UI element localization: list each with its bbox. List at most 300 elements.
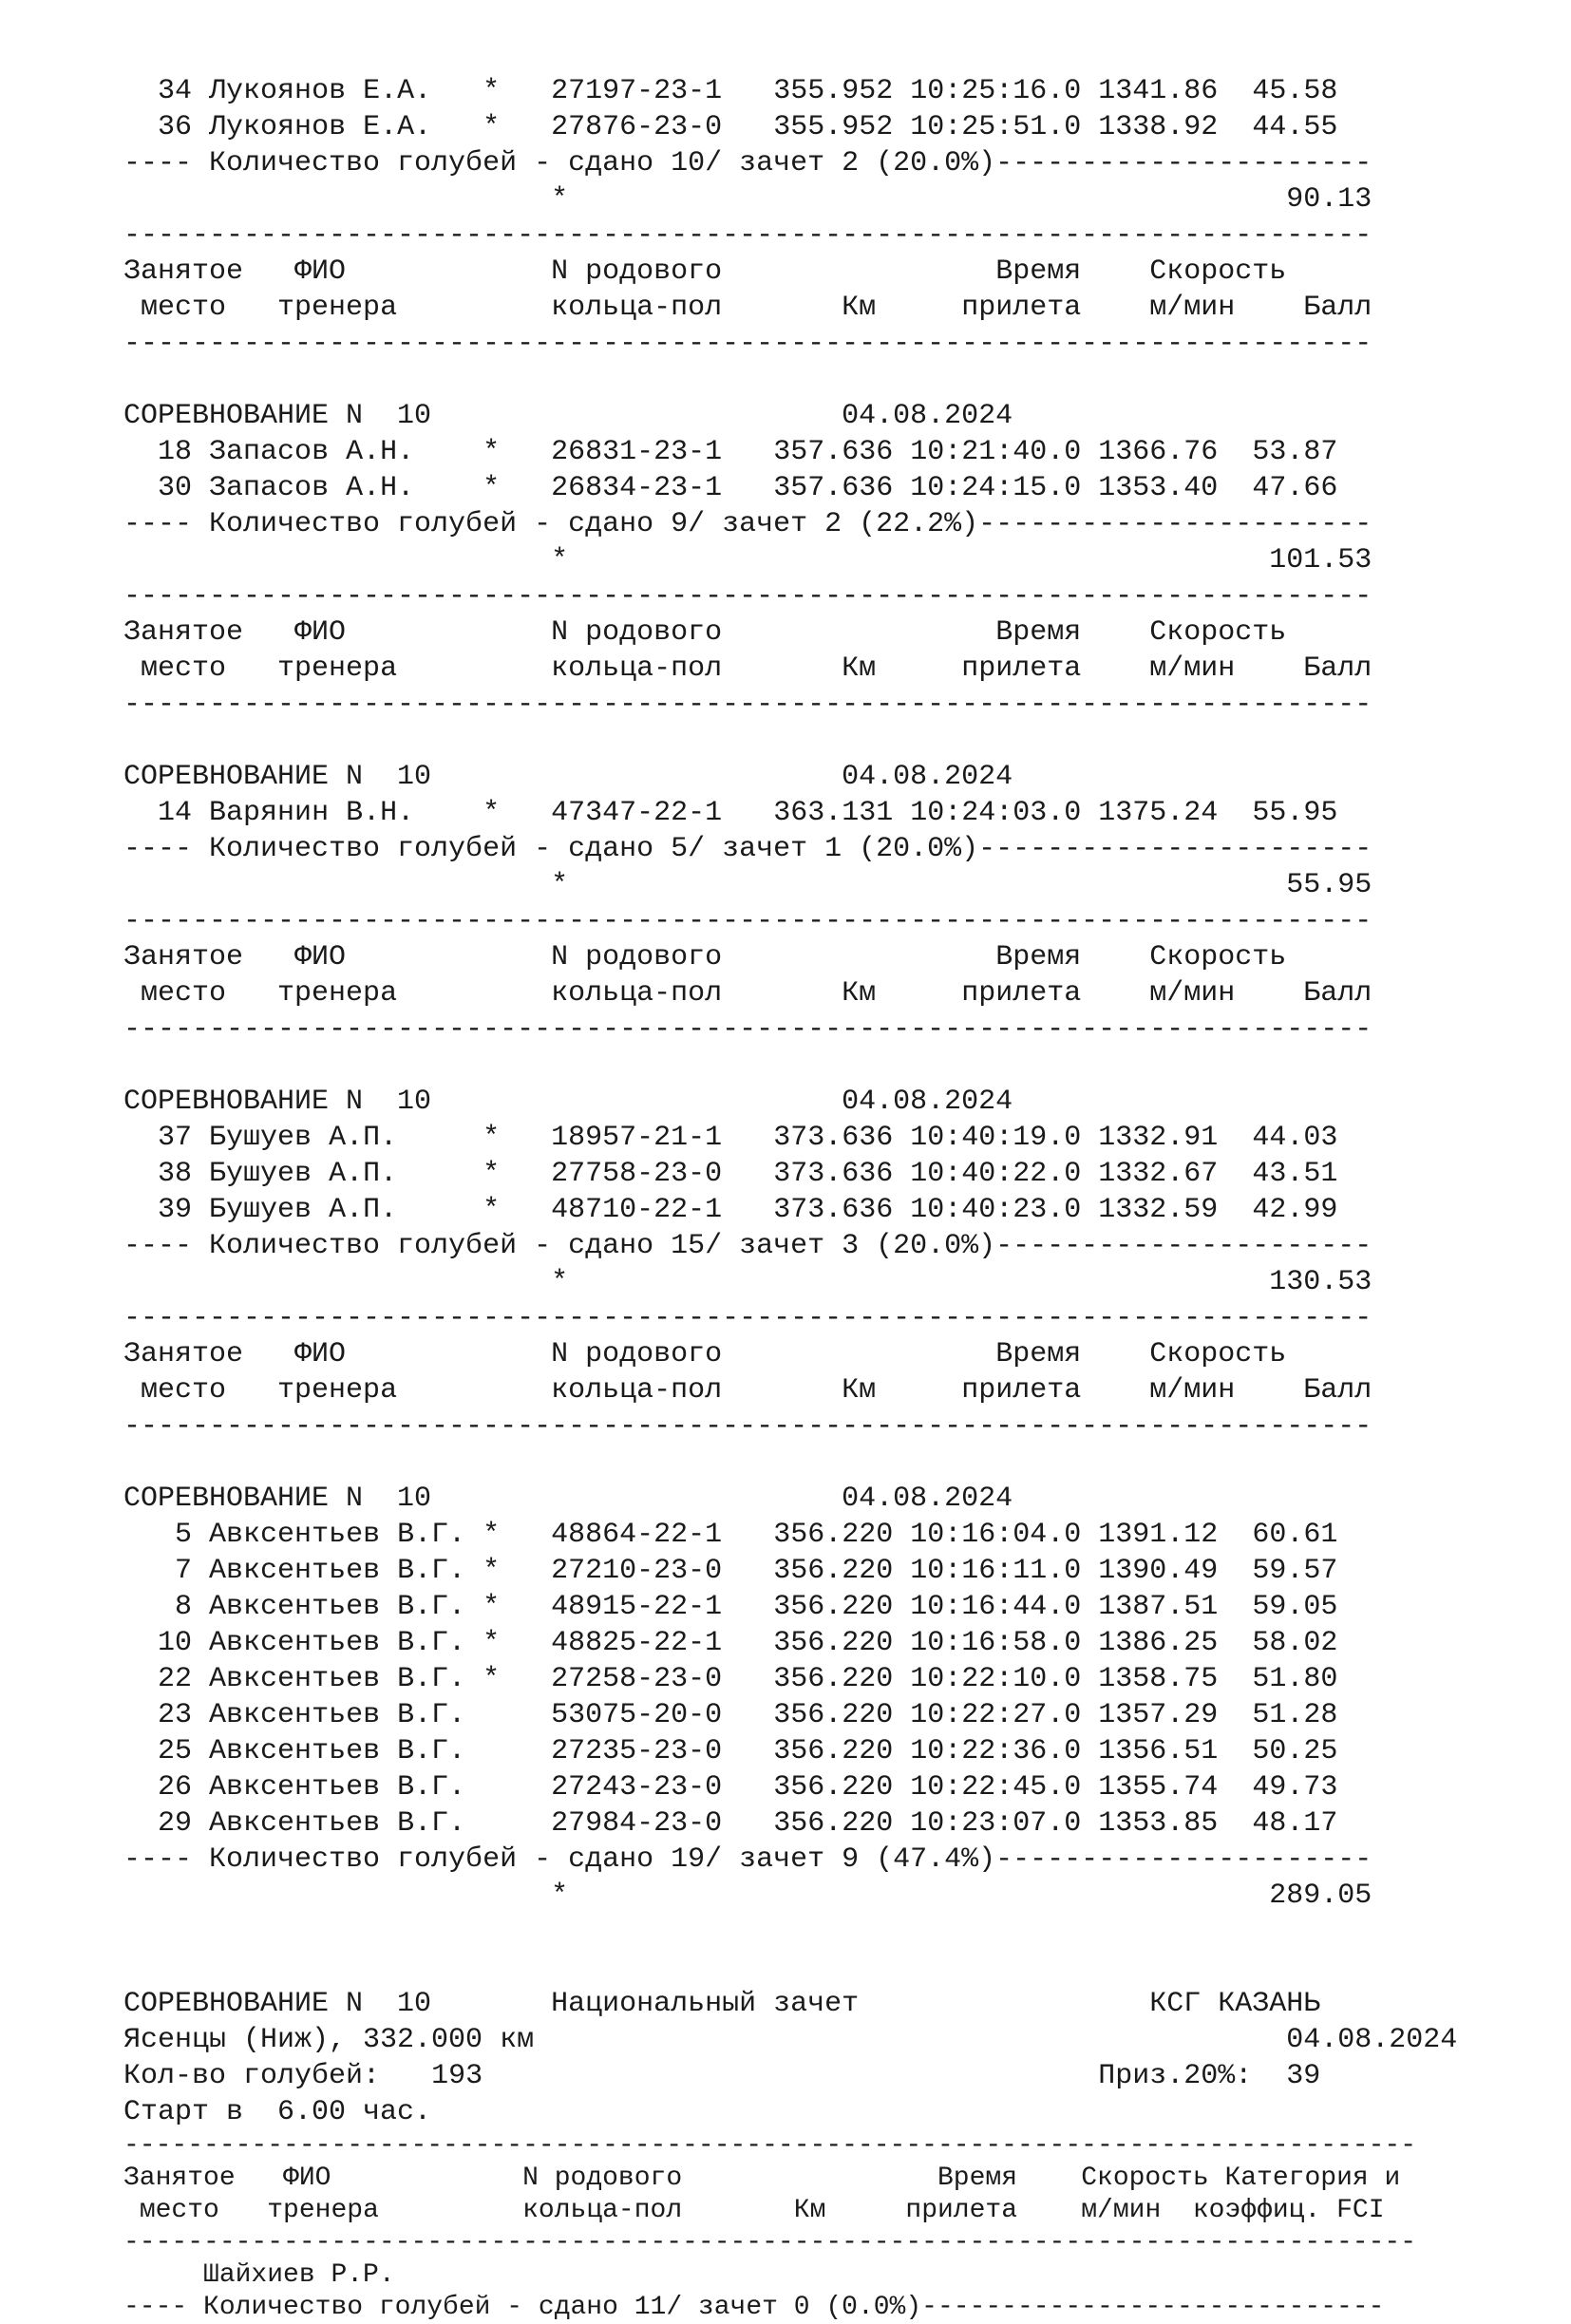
row-ring: 27197-23-1 [551, 75, 723, 107]
row-score: 51.80 [1252, 1663, 1338, 1695]
header-km: Км [842, 977, 877, 1010]
header-ring: N родового [551, 941, 723, 973]
national-header-time: Время [937, 2163, 1017, 2193]
blank-line [123, 1445, 1457, 1481]
national-header-speed-2: м/мин [1081, 2196, 1162, 2225]
column-header-line-2 [123, 290, 1457, 326]
row-km: 355.952 [773, 75, 894, 107]
total-star-marker: * [551, 544, 569, 576]
row-score: 59.57 [1252, 1555, 1338, 1587]
row-ring: 27243-23-0 [551, 1771, 723, 1804]
row-place: 8 [175, 1591, 193, 1623]
header-place: Занятое [123, 255, 244, 288]
row-km: 373.636 [773, 1158, 894, 1190]
national-header-ring: N родового [522, 2163, 683, 2193]
total-line [123, 1878, 1457, 1914]
row-star-marker [483, 1735, 500, 1767]
header-speed: Скорость [1149, 1338, 1287, 1370]
summary-text: сдано 10/ зачет 2 (20.0%) [568, 147, 996, 179]
table-row [123, 1553, 1457, 1589]
national-pigeons-count: 193 [431, 2060, 483, 2092]
national-header-place: Занятое [123, 2163, 236, 2193]
national-header-name-2: тренера [267, 2196, 379, 2225]
row-place: 14 [158, 797, 193, 829]
row-ring: 27758-23-0 [551, 1158, 723, 1190]
row-star-marker: * [483, 75, 501, 107]
row-ring: 47347-22-1 [551, 797, 723, 829]
row-star-marker: * [483, 797, 501, 829]
row-score: 43.51 [1252, 1158, 1338, 1190]
column-header-line-2 [123, 651, 1457, 687]
national-start-line [123, 2094, 1457, 2130]
row-ring: 48915-22-1 [551, 1591, 723, 1623]
row-speed: 1332.59 [1098, 1194, 1219, 1226]
row-place: 7 [175, 1555, 193, 1587]
header-score: Балл [1303, 1374, 1372, 1407]
divider: ------------------------------------------------------------------------- [123, 1013, 1372, 1046]
table-row [123, 1625, 1457, 1661]
total-score: 90.13 [1286, 183, 1372, 216]
summary-label: Количество голубей [209, 833, 518, 865]
header-time-2: прилета [961, 292, 1082, 324]
national-header-line-1 [123, 2163, 1457, 2195]
table-row [123, 1805, 1457, 1842]
row-arrival-time: 10:40:19.0 [910, 1122, 1082, 1154]
row-score: 47.66 [1252, 472, 1338, 504]
header-speed: Скорость [1149, 255, 1287, 288]
header-speed: Скорость [1149, 616, 1287, 649]
row-star-marker [483, 1699, 500, 1731]
summary-line: ---- Количество голубей - сдано 15/ зачет 3 (20.0%)---------------------- [123, 1230, 1372, 1262]
table-row [123, 1192, 1457, 1228]
competition-line [123, 759, 1457, 795]
national-title-line [123, 1986, 1457, 2022]
row-trainer: Авксентьев В.Г. [209, 1519, 466, 1551]
summary-text: сдано 5/ зачет 1 (20.0%) [568, 833, 979, 865]
row-km: 357.636 [773, 436, 894, 468]
row-speed: 1386.25 [1098, 1627, 1219, 1659]
row-place: 25 [158, 1735, 193, 1767]
competition-label: СОРЕВНОВАНИЕ N 10 [123, 761, 432, 793]
competition-date: 04.08.2024 [842, 1086, 1013, 1118]
header-time-2: прилета [961, 652, 1082, 685]
table-row [123, 73, 1457, 109]
row-score: 42.99 [1252, 1194, 1338, 1226]
header-ring-2: кольца-пол [551, 1374, 723, 1407]
national-pigeons-label: Кол-во голубей: [123, 2060, 381, 2092]
row-score: 44.03 [1252, 1122, 1338, 1154]
table-row [123, 1769, 1457, 1805]
header-score: Балл [1303, 292, 1372, 324]
row-place: 37 [158, 1122, 193, 1154]
results-document [123, 73, 1457, 2324]
row-star-marker: * [483, 1627, 501, 1659]
national-header-name: ФИО [283, 2163, 331, 2193]
row-km: 356.220 [773, 1591, 894, 1623]
row-arrival-time: 10:16:04.0 [910, 1519, 1082, 1551]
table-row [123, 1517, 1457, 1553]
competition-label: СОРЕВНОВАНИЕ N 10 [123, 1483, 432, 1515]
national-header-km: Км [793, 2196, 826, 2225]
row-speed: 1387.51 [1098, 1591, 1219, 1623]
header-speed-2: м/мин [1149, 292, 1236, 324]
row-speed: 1390.49 [1098, 1555, 1219, 1587]
header-time: Время [995, 941, 1082, 973]
row-star-marker [483, 1807, 500, 1840]
table-row [123, 1697, 1457, 1733]
row-star-marker [483, 1771, 500, 1804]
national-summary-line: ---- Количество голубей - сдано 11/ зачет 0 (0.0%)----------------------------- [123, 2293, 1385, 2322]
total-score: 55.95 [1286, 869, 1372, 901]
row-ring: 53075-20-0 [551, 1699, 723, 1731]
row-ring: 27258-23-0 [551, 1663, 723, 1695]
row-speed: 1353.40 [1098, 472, 1219, 504]
table-row [123, 470, 1457, 506]
row-ring: 48825-22-1 [551, 1627, 723, 1659]
row-arrival-time: 10:22:45.0 [910, 1771, 1082, 1804]
row-arrival-time: 10:40:23.0 [910, 1194, 1082, 1226]
row-ring: 27984-23-0 [551, 1807, 723, 1840]
divider: ------------------------------------------------------------------------- [123, 689, 1372, 721]
header-name-2: тренера [277, 292, 398, 324]
row-star-marker: * [483, 436, 501, 468]
row-arrival-time: 10:22:10.0 [910, 1663, 1082, 1695]
header-name-2: тренера [277, 1374, 398, 1407]
total-star-marker: * [551, 1266, 569, 1298]
header-place: Занятое [123, 1338, 244, 1370]
row-speed: 1338.92 [1098, 111, 1219, 143]
table-row [123, 1589, 1457, 1625]
row-arrival-time: 10:16:11.0 [910, 1555, 1082, 1587]
row-score: 53.87 [1252, 436, 1338, 468]
total-line [123, 867, 1457, 903]
blank-line [123, 362, 1457, 398]
row-arrival-time: 10:16:58.0 [910, 1627, 1082, 1659]
row-star-marker: * [483, 1555, 501, 1587]
row-trainer: Бушуев А.П. [209, 1122, 398, 1154]
competition-label: СОРЕВНОВАНИЕ N 10 [123, 1086, 432, 1118]
divider: ------------------------------------------------------------------------- [123, 328, 1372, 360]
table-row [123, 434, 1457, 470]
header-km: Км [842, 652, 877, 685]
header-ring-2: кольца-пол [551, 652, 723, 685]
national-date: 04.08.2024 [1286, 2024, 1458, 2056]
header-speed-2: м/мин [1149, 977, 1236, 1010]
row-km: 356.220 [773, 1699, 894, 1731]
total-line [123, 181, 1457, 217]
row-km: 357.636 [773, 472, 894, 504]
header-name: ФИО [294, 941, 347, 973]
column-header-line-1 [123, 614, 1457, 651]
header-ring: N родового [551, 255, 723, 288]
section-gap [123, 1914, 1457, 1986]
row-km: 356.220 [773, 1555, 894, 1587]
competition-line [123, 398, 1457, 434]
row-trainer: Авксентьев В.Г. [209, 1735, 466, 1767]
competition-line [123, 1481, 1457, 1517]
divider: ------------------------------------------------------------------------- [123, 580, 1372, 613]
national-start: Старт в 6.00 час. [123, 2096, 432, 2128]
national-summary-text: сдано 11/ зачет 0 (0.0%) [538, 2293, 922, 2322]
national-header-place-2: место [139, 2196, 219, 2225]
row-arrival-time: 10:24:15.0 [910, 472, 1082, 504]
row-ring: 48864-22-1 [551, 1519, 723, 1551]
national-header-category: Категория и [1224, 2163, 1401, 2193]
header-score: Балл [1303, 652, 1372, 685]
row-speed: 1355.74 [1098, 1771, 1219, 1804]
row-star-marker: * [483, 1122, 501, 1154]
row-trainer: Варянин В.Н. [209, 797, 415, 829]
row-speed: 1353.85 [1098, 1807, 1219, 1840]
row-km: 356.220 [773, 1519, 894, 1551]
total-star-marker: * [551, 869, 569, 901]
row-arrival-time: 10:25:16.0 [910, 75, 1082, 107]
row-score: 49.73 [1252, 1771, 1338, 1804]
competition-date: 04.08.2024 [842, 761, 1013, 793]
summary-label: Количество голубей [209, 147, 518, 179]
competition-date: 04.08.2024 [842, 1483, 1013, 1515]
header-speed-2: м/мин [1149, 1374, 1236, 1407]
row-star-marker: * [483, 1663, 501, 1695]
divider: --------------------------------------------------------------------------------- [123, 2228, 1417, 2258]
row-trainer: Лукоянов Е.А. [209, 75, 432, 107]
row-km: 356.220 [773, 1771, 894, 1804]
row-arrival-time: 10:16:44.0 [910, 1591, 1082, 1623]
row-trainer: Бушуев А.П. [209, 1194, 398, 1226]
national-header-time-2: прилета [905, 2196, 1018, 2225]
header-name-2: тренера [277, 977, 398, 1010]
header-name: ФИО [294, 255, 347, 288]
header-place-2: место [141, 292, 227, 324]
row-speed: 1358.75 [1098, 1663, 1219, 1695]
total-score: 101.53 [1269, 544, 1372, 576]
row-place: 36 [158, 111, 193, 143]
row-place: 22 [158, 1663, 193, 1695]
blank-line [123, 1048, 1457, 1084]
header-time: Время [995, 255, 1082, 288]
column-header-line-1 [123, 1336, 1457, 1372]
header-time: Время [995, 1338, 1082, 1370]
header-time: Время [995, 616, 1082, 649]
national-count-line [123, 2058, 1457, 2094]
header-time-2: прилета [961, 977, 1082, 1010]
row-star-marker: * [483, 1591, 501, 1623]
national-prize-count: 39 [1286, 2060, 1321, 2092]
row-trainer: Лукоянов Е.А. [209, 111, 432, 143]
divider: --------------------------------------------------------------------------------- [123, 2131, 1417, 2161]
row-trainer: Запасов А.Н. [209, 472, 415, 504]
column-header-line-2 [123, 1372, 1457, 1408]
row-km: 363.131 [773, 797, 894, 829]
header-place-2: место [141, 1374, 227, 1407]
divider: ------------------------------------------------------------------------- [123, 905, 1372, 937]
divider: ------------------------------------------------------------------------- [123, 219, 1372, 252]
row-ring: 27210-23-0 [551, 1555, 723, 1587]
row-speed: 1332.67 [1098, 1158, 1219, 1190]
table-row [123, 1733, 1457, 1769]
row-place: 26 [158, 1771, 193, 1804]
summary-text: сдано 9/ зачет 2 (22.2%) [568, 508, 979, 540]
row-place: 29 [158, 1807, 193, 1840]
national-header-coef: коэффиц. FCI [1192, 2196, 1385, 2225]
row-trainer: Авксентьев В.Г. [209, 1591, 466, 1623]
row-place: 39 [158, 1194, 193, 1226]
row-km: 373.636 [773, 1194, 894, 1226]
row-ring: 27876-23-0 [551, 111, 723, 143]
summary-line: ---- Количество голубей - сдано 19/ зачет 9 (47.4%)---------------------- [123, 1843, 1372, 1876]
row-ring: 26831-23-1 [551, 436, 723, 468]
row-score: 58.02 [1252, 1627, 1338, 1659]
row-ring: 48710-22-1 [551, 1194, 723, 1226]
national-table [123, 2130, 1457, 2324]
row-score: 59.05 [1252, 1591, 1338, 1623]
row-arrival-time: 10:22:27.0 [910, 1699, 1082, 1731]
national-header-line-2 [123, 2195, 1457, 2227]
summary-label: Количество голубей [209, 508, 518, 540]
column-header-line-1 [123, 939, 1457, 975]
column-header-line-2 [123, 975, 1457, 1011]
blank-line [123, 723, 1457, 759]
row-score: 51.28 [1252, 1699, 1338, 1731]
table-row [123, 109, 1457, 145]
divider: ------------------------------------------------------------------------- [123, 1302, 1372, 1334]
header-ring-2: кольца-пол [551, 292, 723, 324]
national-trainer-line [123, 2259, 1457, 2292]
row-arrival-time: 10:21:40.0 [910, 436, 1082, 468]
header-name: ФИО [294, 616, 347, 649]
table-row [123, 1661, 1457, 1697]
row-speed: 1356.51 [1098, 1735, 1219, 1767]
row-arrival-time: 10:23:07.0 [910, 1807, 1082, 1840]
row-place: 18 [158, 436, 193, 468]
header-name-2: тренера [277, 652, 398, 685]
row-arrival-time: 10:24:03.0 [910, 797, 1082, 829]
summary-text: сдано 19/ зачет 9 (47.4%) [568, 1843, 996, 1876]
row-score: 48.17 [1252, 1807, 1338, 1840]
header-ring: N родового [551, 616, 723, 649]
table-row [123, 1120, 1457, 1156]
header-ring-2: кольца-пол [551, 977, 723, 1010]
national-trainer: Шайхиев Р.Р. [203, 2260, 395, 2290]
header-speed: Скорость [1149, 941, 1287, 973]
header-place: Занятое [123, 941, 244, 973]
header-place: Занятое [123, 616, 244, 649]
national-header-speed: Скорость [1081, 2163, 1209, 2193]
national-org: КСГ КАЗАНЬ [1149, 1988, 1321, 2020]
header-km: Км [842, 292, 877, 324]
row-score: 45.58 [1252, 75, 1338, 107]
row-score: 60.61 [1252, 1519, 1338, 1551]
row-place: 38 [158, 1158, 193, 1190]
total-score: 130.53 [1269, 1266, 1372, 1298]
row-km: 373.636 [773, 1122, 894, 1154]
row-place: 23 [158, 1699, 193, 1731]
national-summary-label: Количество голубей [203, 2293, 491, 2322]
row-km: 355.952 [773, 111, 894, 143]
total-star-marker: * [551, 1880, 569, 1912]
row-trainer: Авксентьев В.Г. [209, 1807, 466, 1840]
row-star-marker: * [483, 111, 501, 143]
row-place: 10 [158, 1627, 193, 1659]
row-ring: 27235-23-0 [551, 1735, 723, 1767]
row-trainer: Бушуев А.П. [209, 1158, 398, 1190]
total-line [123, 542, 1457, 578]
row-star-marker: * [483, 1194, 501, 1226]
row-trainer: Авксентьев В.Г. [209, 1555, 466, 1587]
header-place-2: место [141, 977, 227, 1010]
row-km: 356.220 [773, 1807, 894, 1840]
summary-line: ---- Количество голубей - сдано 5/ зачет 1 (20.0%)----------------------- [123, 833, 1372, 865]
row-place: 34 [158, 75, 193, 107]
row-arrival-time: 10:25:51.0 [910, 111, 1082, 143]
summary-label: Количество голубей [209, 1230, 518, 1262]
competition-date: 04.08.2024 [842, 400, 1013, 432]
summary-text: сдано 15/ зачет 3 (20.0%) [568, 1230, 996, 1262]
competition-label: СОРЕВНОВАНИЕ N 10 [123, 400, 432, 432]
header-name: ФИО [294, 1338, 347, 1370]
competition-line [123, 1084, 1457, 1120]
row-arrival-time: 10:40:22.0 [910, 1158, 1082, 1190]
table-row [123, 795, 1457, 831]
row-speed: 1332.91 [1098, 1122, 1219, 1154]
row-star-marker: * [483, 1519, 501, 1551]
summary-line: ---- Количество голубей - сдано 10/ зачет 2 (20.0%)---------------------- [123, 147, 1372, 179]
total-line [123, 1264, 1457, 1300]
national-location-line [123, 2022, 1457, 2058]
summary-line: ---- Количество голубей - сдано 9/ зачет 2 (22.2%)----------------------- [123, 508, 1372, 540]
national-location: Ясенцы (Ниж), 332.000 км [123, 2024, 535, 2056]
row-speed: 1375.24 [1098, 797, 1219, 829]
row-speed: 1391.12 [1098, 1519, 1219, 1551]
row-score: 44.55 [1252, 111, 1338, 143]
header-speed-2: м/мин [1149, 652, 1236, 685]
total-star-marker: * [551, 183, 569, 216]
row-arrival-time: 10:22:36.0 [910, 1735, 1082, 1767]
national-competition-label: СОРЕВНОВАНИЕ N 10 [123, 1988, 432, 2020]
national-header-ring-2: кольца-пол [522, 2196, 683, 2225]
row-trainer: Авксентьев В.Г. [209, 1663, 466, 1695]
header-score: Балл [1303, 977, 1372, 1010]
column-header-line-1 [123, 254, 1457, 290]
row-speed: 1357.29 [1098, 1699, 1219, 1731]
header-ring: N родового [551, 1338, 723, 1370]
row-trainer: Авксентьев В.Г. [209, 1771, 466, 1804]
national-title: Национальный зачет [551, 1988, 860, 2020]
national-prize-label: Приз.20%: [1098, 2060, 1253, 2092]
row-place: 5 [175, 1519, 193, 1551]
header-place-2: место [141, 652, 227, 685]
row-trainer: Авксентьев В.Г. [209, 1699, 466, 1731]
row-km: 356.220 [773, 1735, 894, 1767]
summary-label: Количество голубей [209, 1843, 518, 1876]
header-km: Км [842, 1374, 877, 1407]
divider: ------------------------------------------------------------------------- [123, 1410, 1372, 1443]
row-speed: 1341.86 [1098, 75, 1219, 107]
header-time-2: прилета [961, 1374, 1082, 1407]
row-trainer: Запасов А.Н. [209, 436, 415, 468]
row-speed: 1366.76 [1098, 436, 1219, 468]
row-score: 50.25 [1252, 1735, 1338, 1767]
row-ring: 26834-23-1 [551, 472, 723, 504]
row-ring: 18957-21-1 [551, 1122, 723, 1154]
row-star-marker: * [483, 1158, 501, 1190]
row-place: 30 [158, 472, 193, 504]
row-km: 356.220 [773, 1627, 894, 1659]
row-star-marker: * [483, 472, 501, 504]
table-row [123, 1156, 1457, 1192]
total-score: 289.05 [1269, 1880, 1372, 1912]
row-score: 55.95 [1252, 797, 1338, 829]
